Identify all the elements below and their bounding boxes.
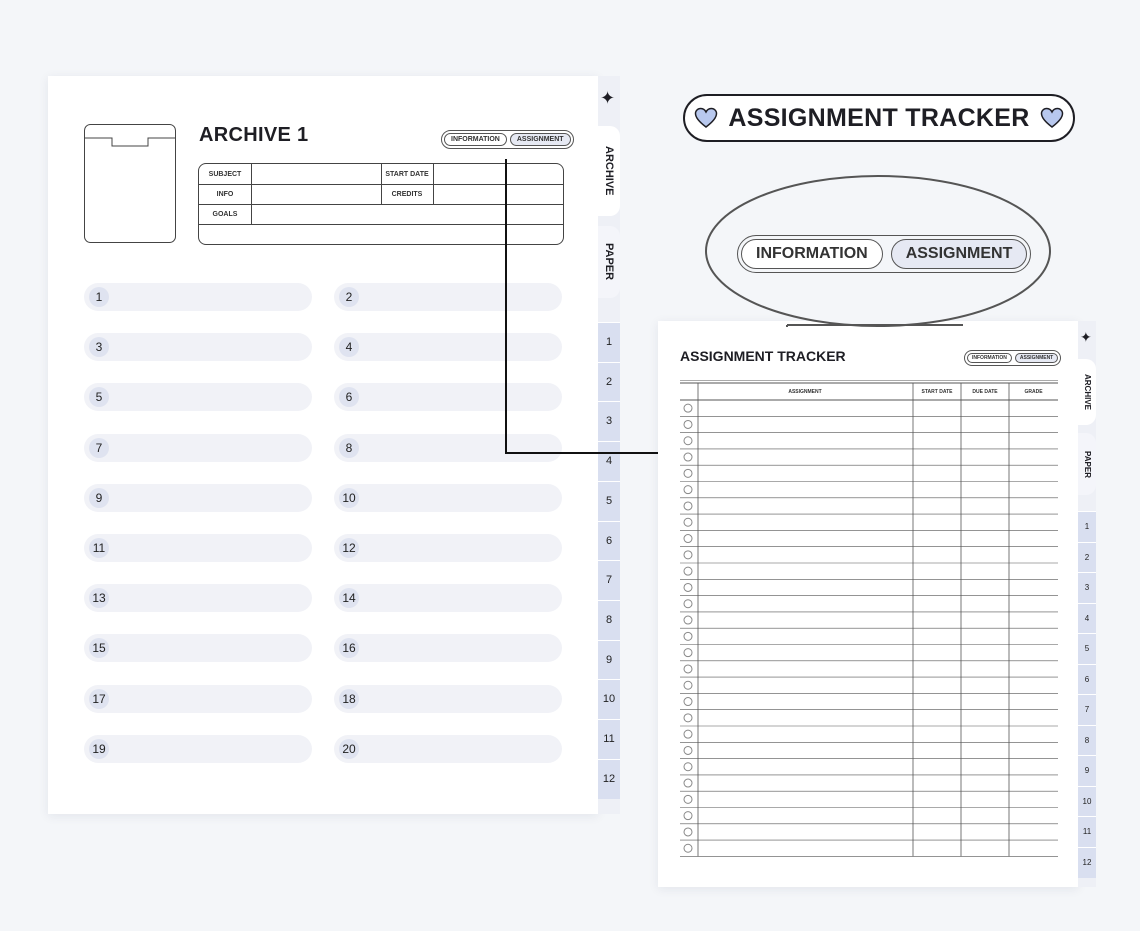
tab-number-8[interactable]: 8 — [598, 600, 620, 641]
row-checkbox[interactable] — [684, 518, 692, 526]
row-checkbox[interactable] — [684, 502, 692, 510]
row-checkbox[interactable] — [684, 779, 692, 787]
badge-title: ASSIGNMENT TRACKER — [728, 103, 1030, 132]
archive-slot[interactable] — [334, 584, 562, 612]
tab-number-12[interactable]: 12 — [1078, 847, 1096, 879]
row-checkbox[interactable] — [684, 698, 692, 706]
assignment-tracker-badge — [683, 94, 1075, 142]
tab-number-3[interactable]: 3 — [598, 401, 620, 442]
subject-label: SUBJECT — [208, 171, 242, 178]
archive-slot[interactable] — [84, 484, 312, 512]
row-checkbox[interactable] — [684, 420, 692, 428]
row-checkbox[interactable] — [684, 486, 692, 494]
assignment-pill[interactable]: ASSIGNMENT — [510, 133, 571, 146]
archive-slot[interactable] — [84, 333, 312, 361]
archive-slot[interactable] — [84, 634, 312, 662]
slot-number: 9 — [89, 488, 109, 508]
tab-number-3[interactable]: 3 — [1078, 572, 1096, 604]
archive-slot[interactable] — [84, 685, 312, 713]
tab-paper[interactable]: PAPER — [598, 226, 620, 298]
slot-number: 2 — [339, 287, 359, 307]
tab-number-12[interactable]: 12 — [598, 759, 620, 800]
row-checkbox[interactable] — [684, 632, 692, 640]
row-checkbox[interactable] — [684, 600, 692, 608]
row-checkbox[interactable] — [684, 746, 692, 754]
row-checkbox[interactable] — [684, 730, 692, 738]
row-checkbox[interactable] — [684, 437, 692, 445]
archive-slot[interactable] — [84, 283, 312, 311]
credits-label: CREDITS — [391, 191, 423, 198]
tab-number-11[interactable]: 11 — [598, 719, 620, 760]
archive-slot[interactable] — [84, 735, 312, 763]
row-checkbox[interactable] — [684, 567, 692, 575]
tab-archive[interactable]: ARCHIVE — [1078, 359, 1096, 425]
slot-number: 19 — [89, 739, 109, 759]
grade-col-header: GRADE — [1024, 389, 1043, 395]
archive-slot[interactable] — [334, 534, 562, 562]
slot-number: 8 — [339, 438, 359, 458]
tab-number-4[interactable]: 4 — [598, 441, 620, 482]
slot-number: 6 — [339, 387, 359, 407]
row-checkbox[interactable] — [684, 616, 692, 624]
tab-number-2[interactable]: 2 — [598, 362, 620, 403]
tab-number-9[interactable]: 9 — [598, 640, 620, 681]
row-checkbox[interactable] — [684, 535, 692, 543]
tab-number-10[interactable]: 10 — [1078, 786, 1096, 818]
row-checkbox[interactable] — [684, 665, 692, 673]
slot-number: 5 — [89, 387, 109, 407]
slot-number: 7 — [89, 438, 109, 458]
tracker-title: ASSIGNMENT TRACKER — [680, 348, 846, 364]
tab-number-5[interactable]: 5 — [1078, 633, 1096, 665]
tab-number-7[interactable]: 7 — [1078, 694, 1096, 726]
archive-slot[interactable] — [84, 584, 312, 612]
slot-number: 20 — [339, 739, 359, 759]
folder-pocket-icon — [84, 124, 176, 243]
tab-number-10[interactable]: 10 — [598, 679, 620, 720]
star-icon[interactable]: ✦ — [600, 88, 616, 108]
info-label: INFO — [216, 191, 234, 198]
heart-icon — [694, 107, 718, 129]
archive-slot[interactable] — [84, 434, 312, 462]
tab-number-5[interactable]: 5 — [598, 481, 620, 522]
archive-slot[interactable] — [334, 735, 562, 763]
left-pill-group — [441, 130, 574, 149]
slot-number: 3 — [89, 337, 109, 357]
slot-number: 17 — [89, 689, 109, 709]
slot-number: 10 — [339, 488, 359, 508]
goals-label: GOALS — [212, 211, 238, 218]
tab-number-6[interactable]: 6 — [1078, 664, 1096, 696]
row-checkbox[interactable] — [684, 812, 692, 820]
row-checkbox[interactable] — [684, 583, 692, 591]
information-pill[interactable]: INFORMATION — [967, 353, 1012, 363]
slot-number: 11 — [89, 538, 109, 558]
slot-number: 16 — [339, 638, 359, 658]
row-checkbox[interactable] — [684, 714, 692, 722]
tab-number-4[interactable]: 4 — [1078, 603, 1096, 635]
tab-paper[interactable]: PAPER — [1078, 433, 1096, 495]
row-checkbox[interactable] — [684, 828, 692, 836]
row-checkbox[interactable] — [684, 681, 692, 689]
tab-number-8[interactable]: 8 — [1078, 725, 1096, 757]
archive-slot[interactable] — [84, 383, 312, 411]
star-icon[interactable]: ✦ — [1080, 329, 1092, 345]
start-date-col-header: START DATE — [921, 389, 953, 395]
slot-number: 14 — [339, 588, 359, 608]
tracker-grid — [680, 380, 1058, 858]
row-checkbox[interactable] — [684, 469, 692, 477]
archive-title: ARCHIVE 1 — [199, 124, 309, 146]
right-pill-group — [964, 350, 1061, 366]
right-side-tabs — [1078, 321, 1096, 887]
row-checkbox[interactable] — [684, 844, 692, 852]
slot-number: 12 — [339, 538, 359, 558]
assignment-pill[interactable]: ASSIGNMENT — [1015, 353, 1058, 363]
tab-number-11[interactable]: 11 — [1078, 816, 1096, 848]
zoom-information-pill[interactable]: INFORMATION — [741, 239, 883, 269]
row-checkbox[interactable] — [684, 453, 692, 461]
archive-slot[interactable] — [84, 534, 312, 562]
tab-number-1[interactable]: 1 — [598, 322, 620, 363]
tracker-table — [680, 380, 1058, 863]
archive-slot[interactable] — [334, 634, 562, 662]
row-checkbox[interactable] — [684, 649, 692, 657]
zoom-assignment-pill[interactable]: ASSIGNMENT — [891, 239, 1028, 269]
tab-archive[interactable]: ARCHIVE — [598, 126, 620, 216]
tab-number-2[interactable]: 2 — [1078, 542, 1096, 574]
heart-icon — [1040, 107, 1064, 129]
row-checkbox[interactable] — [684, 763, 692, 771]
assignment-col-header: ASSIGNMENT — [788, 389, 822, 395]
slot-number: 4 — [339, 337, 359, 357]
due-date-col-header: DUE DATE — [972, 389, 998, 395]
zoom-pill-group — [737, 235, 1031, 273]
row-checkbox[interactable] — [684, 795, 692, 803]
tab-number-7[interactable]: 7 — [598, 560, 620, 601]
slot-number: 18 — [339, 689, 359, 709]
slot-number: 1 — [89, 287, 109, 307]
slot-number: 15 — [89, 638, 109, 658]
row-checkbox[interactable] — [684, 404, 692, 412]
tab-number-9[interactable]: 9 — [1078, 755, 1096, 787]
archive-slot[interactable] — [334, 484, 562, 512]
row-checkbox[interactable] — [684, 551, 692, 559]
start-date-label: START DATE — [385, 171, 429, 178]
slot-number: 13 — [89, 588, 109, 608]
tab-number-6[interactable]: 6 — [598, 521, 620, 562]
information-pill[interactable]: INFORMATION — [444, 133, 507, 146]
tab-number-1[interactable]: 1 — [1078, 511, 1096, 543]
archive-slot[interactable] — [334, 685, 562, 713]
